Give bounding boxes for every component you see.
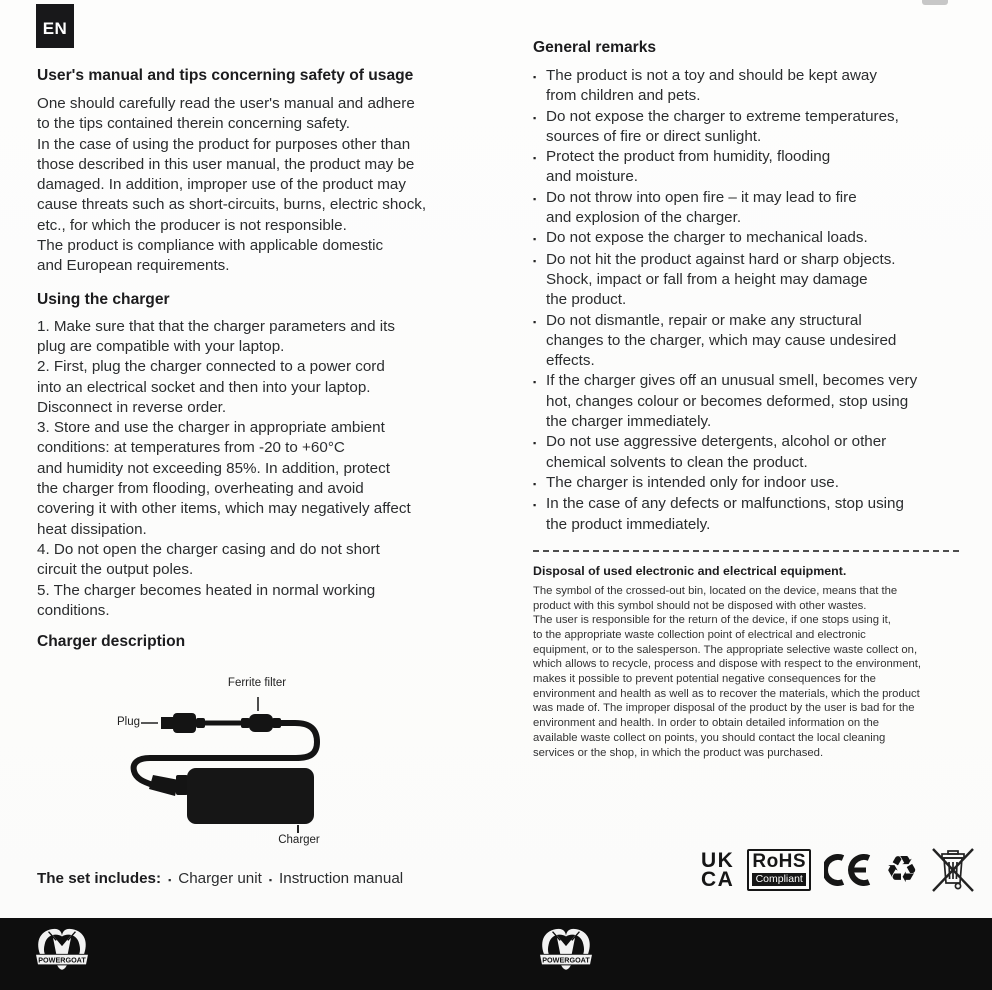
plug-pin — [161, 717, 173, 729]
disposal-paragraph: The symbol of the crossed-out bin, located on the device, means that the product with this symbol should not be disposed with other wastes. The user is responsible for the return of the device, if one stops using it, to the appropriate waste collection point of electrical and electronic equipment, or to the salesperson. The appropriate selective waste collect on, which allows to recycle, process and dispose with respect to the environment, makes it possible to prevent potential negative consequences for the environment and health as well as to recover the materials, which the product was made of. The improper disposal of the product by the user is bad for the environment and health. In order to obtain detailed information on the available waste collect on points, you should contact the local cleaning services or the shop, in which the product was purchased. — [533, 584, 922, 759]
list-item: ▪ Do not throw into open fire – it may lead to fire and explosion of the charger. — [533, 188, 961, 229]
list-item: ▪ Do not hit the product against hard or sharp objects. Shock, impact or fall from a height may damage the product. — [533, 250, 961, 311]
bullet-icon: ▪ — [533, 500, 537, 511]
list-item: ▪ Do not use aggressive detergents, alcohol or other chemical solvents to clean the product. — [533, 432, 961, 473]
certification-marks — [701, 845, 975, 895]
bullet-icon: ▪ — [168, 875, 172, 886]
list-item: ▪ Protect the product from humidity, flooding and moisture. — [533, 147, 961, 188]
dashed-divider — [533, 550, 959, 552]
using-charger-steps: 1. Make sure that that the charger parameters and its plug are compatible with your laptop. 2. First, plug the charger connected to a power cord into an electrical socket and then into your laptop. Disconnect in reverse order. 3. Store and use the charger in appropriate ambient conditions: at temperatures from -20 to +60°C and humidity not exceeding 85%. In addition, protect the charger from flooding, overheating and avoid covering it with other items, which may negatively affect heat dissipation. 4. Do not open the charger casing and do not short circuit the output poles. 5. The charger becomes heated in normal working conditions. — [37, 317, 411, 619]
crossed-out-bin-icon — [931, 845, 975, 895]
cable-grommet — [241, 718, 250, 728]
charger-diagram-drawing — [37, 663, 477, 863]
set-includes-label: The set includes: — [37, 870, 162, 888]
set-includes-item: Charger unit — [178, 870, 262, 888]
plug-label: Plug — [117, 716, 141, 729]
rohs-mark: RoHS Compliant — [747, 849, 811, 891]
svg-text:POWERGOAT: POWERGOAT — [38, 955, 86, 965]
general-remarks-list — [533, 66, 961, 535]
scan-artifact — [922, 0, 948, 5]
bullet-icon: ▪ — [533, 316, 537, 327]
disposal-heading: Disposal of used electronic and electrical equipment. — [533, 563, 847, 578]
set-includes-line — [37, 869, 473, 890]
bullet-icon: ▪ — [533, 438, 537, 449]
list-item: ▪ In the case of any defects or malfunctions, stop using the product immediately. — [533, 494, 961, 535]
list-item: ▪ The product is not a toy and should be kept away from children and pets. — [533, 66, 961, 107]
powergoat-logo — [33, 925, 91, 975]
intro-paragraph: One should carefully read the user's manual and adhere to the tips contained therein concerning safety. In the case of using the product for purposes other than those described in this user manual, the product may be damaged. In addition, improper use of the product may cause threats such as short-circuits, burns, electric shock, etc., for which the producer is not responsible. The product is compliance with applicable domestic and European requirements. — [37, 95, 427, 275]
svg-text:POWERGOAT: POWERGOAT — [542, 955, 590, 965]
list-item: ▪ The charger is intended only for indoor use. — [533, 473, 961, 494]
footer-band — [0, 918, 992, 990]
ce-mark-icon — [824, 853, 872, 887]
list-item: ▪ Do not expose the charger to mechanical loads. — [533, 228, 961, 249]
powergoat-logo — [537, 925, 595, 975]
bullet-icon: ▪ — [533, 478, 537, 489]
list-item: ▪ Do not expose the charger to extreme temperatures, sources of fire or direct sunlight. — [533, 107, 961, 148]
bullet-icon: ▪ — [533, 153, 537, 164]
manual-title: User's manual and tips concerning safety of usage — [37, 67, 414, 84]
charger-description-heading: Charger description — [37, 633, 186, 651]
charger-label: Charger — [278, 834, 320, 847]
general-remarks-heading: General remarks — [533, 39, 657, 56]
bullet-icon: ▪ — [533, 255, 537, 266]
ferrite-filter — [249, 714, 273, 732]
bullet-icon: ▪ — [533, 234, 537, 245]
bullet-icon: ▪ — [533, 112, 537, 123]
right-column — [533, 38, 961, 760]
language-badge — [36, 4, 74, 48]
bullet-icon: ▪ — [268, 875, 273, 886]
charger-diagram — [37, 663, 477, 863]
charger-brick — [187, 768, 314, 824]
plug-body — [173, 713, 196, 733]
language-badge-label: EN — [42, 19, 68, 38]
bullet-icon: ▪ — [533, 72, 537, 82]
set-includes-item: Instruction manual — [279, 870, 404, 888]
dc-connector — [149, 775, 179, 796]
ferrite-filter-label: Ferrite filter — [227, 677, 287, 690]
list-item: ▪ If the charger gives off an unusual smell, becomes very hot, changes colour or becomes deformed, stop using the charger immediately. — [533, 371, 961, 432]
dc-connector-collar — [176, 775, 188, 795]
left-column — [37, 66, 473, 890]
using-charger-heading: Using the charger — [37, 290, 170, 308]
ukca-mark: UK CA — [701, 849, 735, 891]
bullet-icon: ▪ — [533, 377, 537, 388]
bullet-icon: ▪ — [533, 193, 537, 204]
list-item: ▪ Do not dismantle, repair or make any structural changes to the charger, which may cause undesired effects. — [533, 311, 961, 372]
recycling-icon: ♻ — [885, 849, 919, 890]
